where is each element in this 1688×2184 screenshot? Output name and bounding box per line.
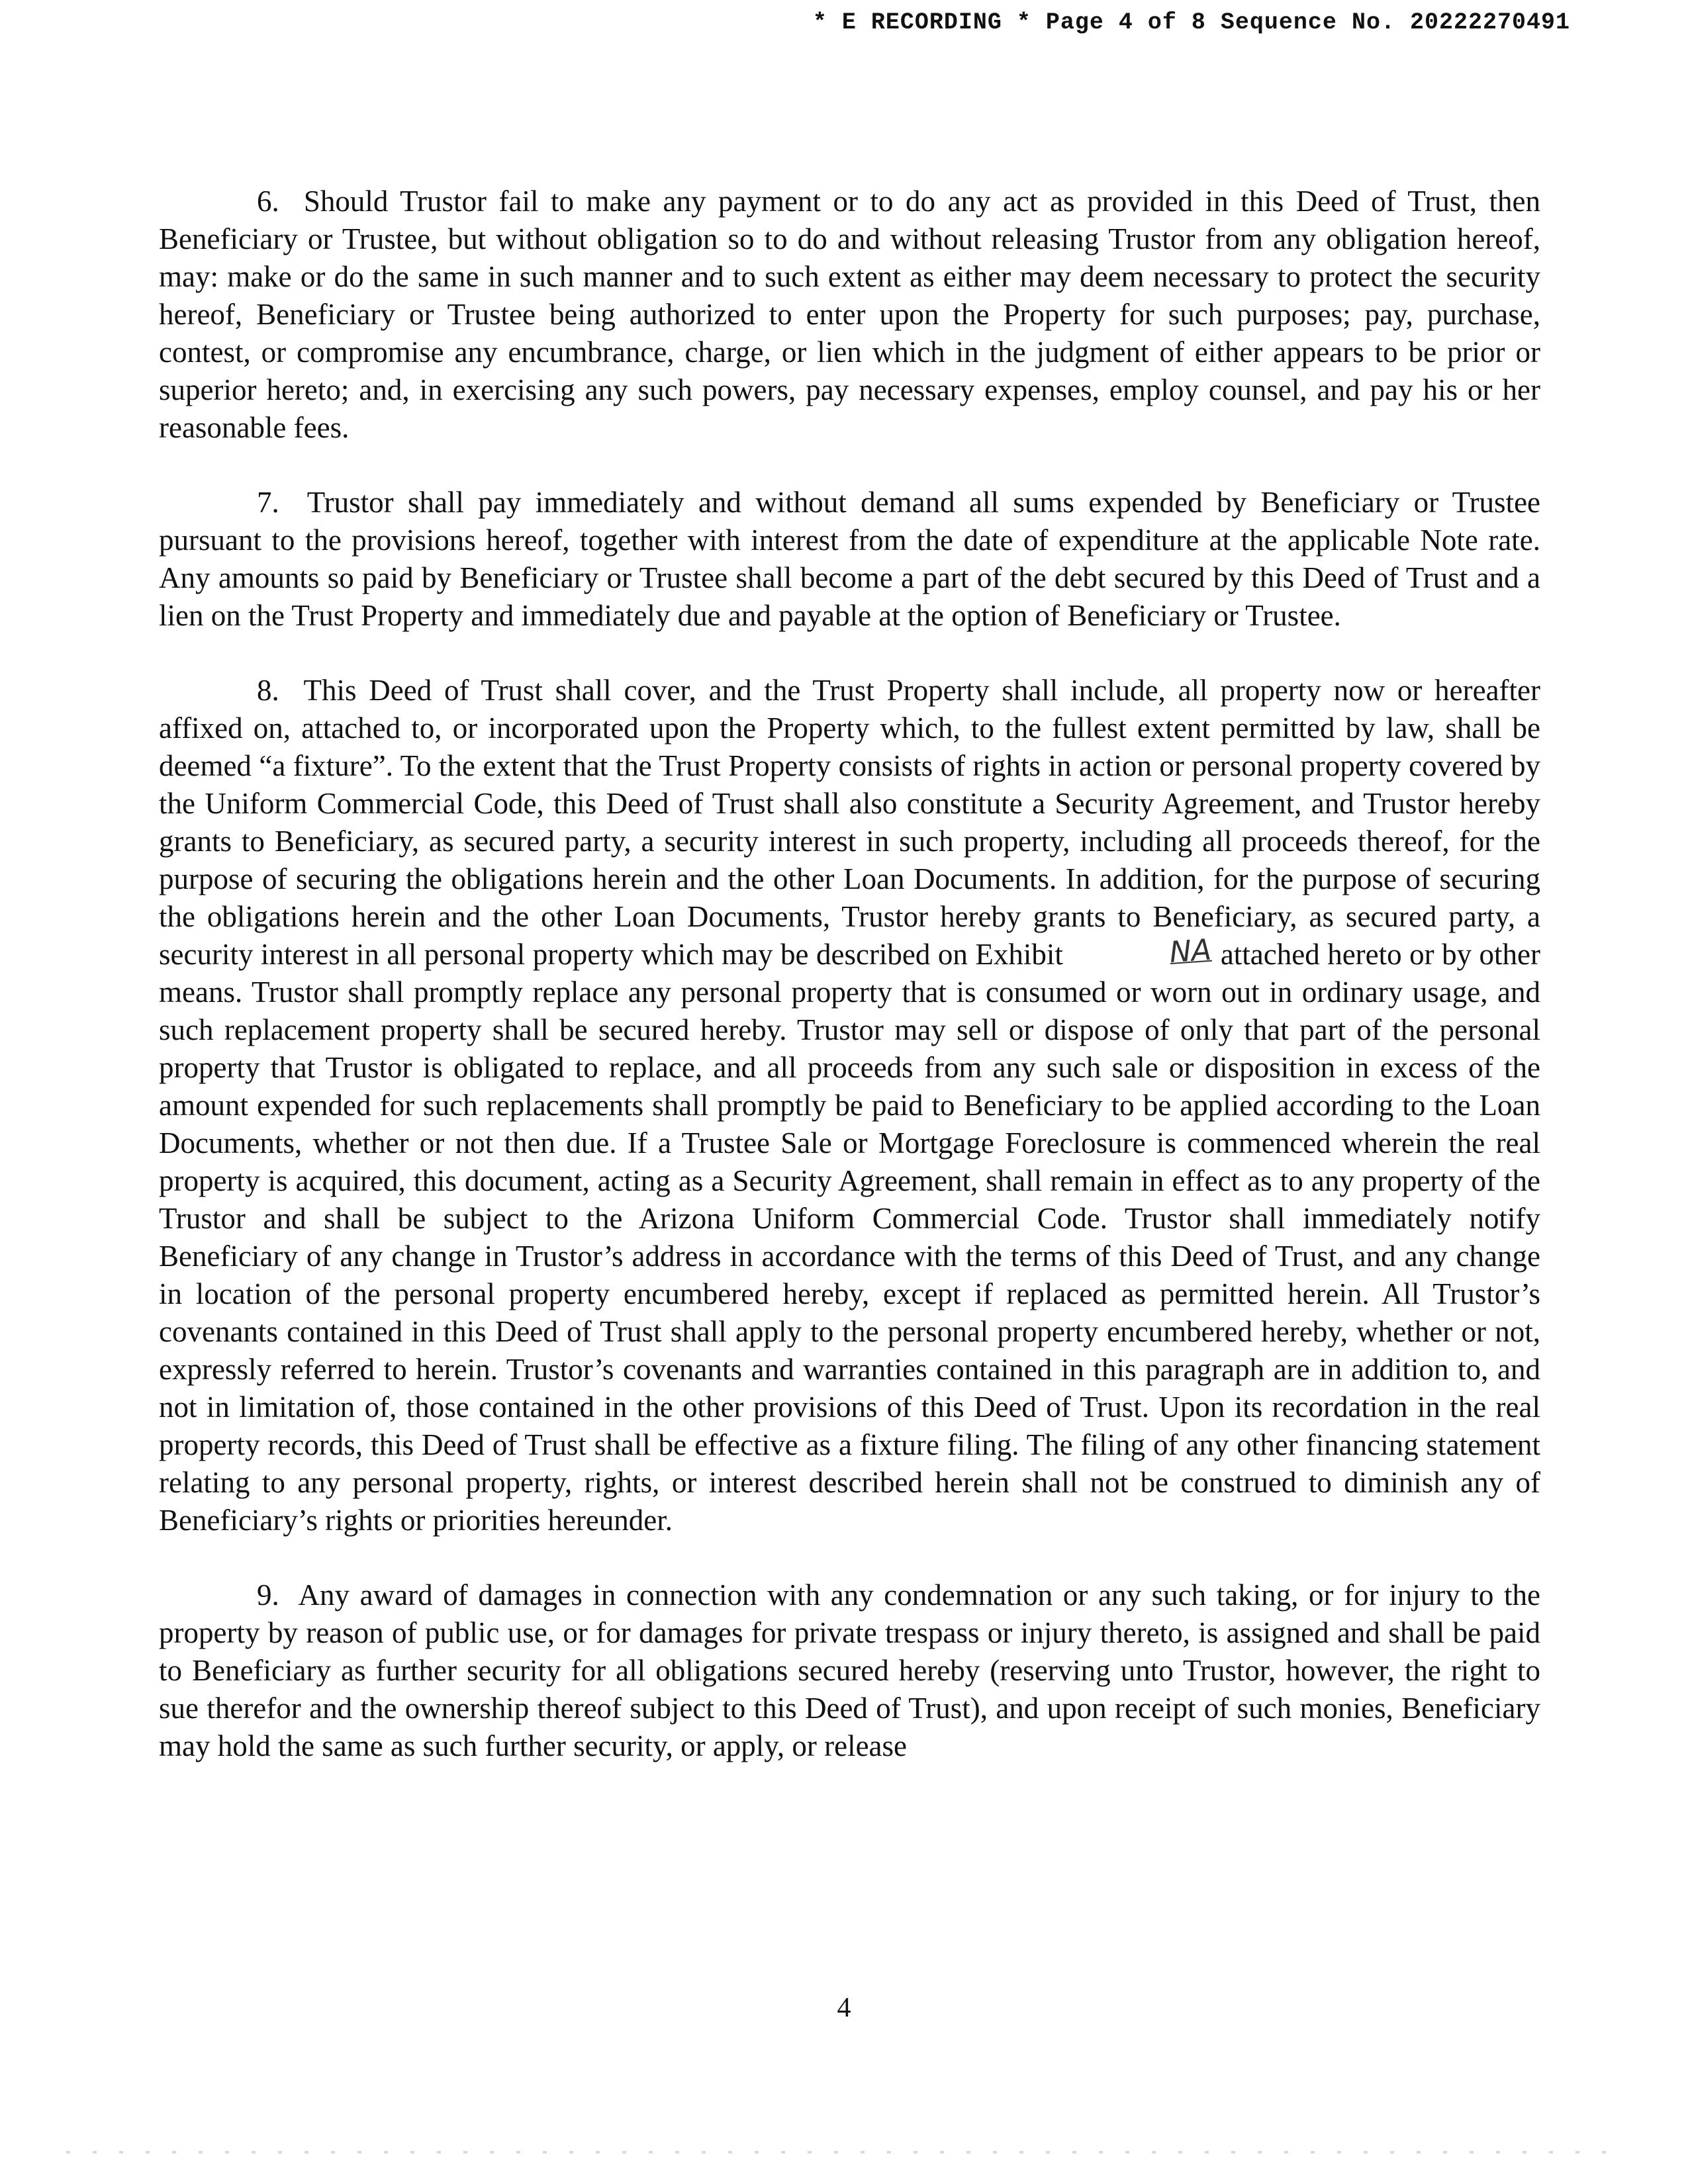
paragraph-text: Any award of damages in connection with any condemnation or any such taking, or for injury to the property by reason of public use, or for damages for private trespass or injury thereto, is assigned and shall be paid to Beneficiary as further security for all obligations secured hereby (reserving unto Trustor, however, the right to sue therefor and the ownership thereof subject to this Deed of Trust), and upon receipt of such monies, Beneficiary may hold the same as such further security, or apply, or release <box>159 1578 1540 1762</box>
document-body <box>159 183 1540 1802</box>
paragraph-number: 7. <box>257 486 279 519</box>
paragraph-7 <box>159 484 1540 635</box>
paragraph-text-after: attached hereto or by other means. Trustor shall promptly replace any personal property that is consumed or worn out in ordinary usage, and such replacement property shall be secured hereby. Trustor may sell or dispose of only that part of the personal property that Trustor is obligated to replace, and all proceeds from any such sale or disposition in excess of the amount expended for such replacements shall promptly be paid to Beneficiary to be applied according to the Loan Documents, whether or not then due. If a Trustee Sale or Mortgage Foreclosure is commenced wherein the real property is acquired, this document, acting as a Security Agreement, shall remain in effect as to any property of the Trustor and shall be subject to the Arizona Uniform Commercial Code. Trustor shall immediately notify Beneficiary of any change in Trustor’s address in accordance with the terms of this Deed of Trust, and any change in location of the personal property encumbered hereby, except if replaced as permitted herein. All Trustor’s covenants contained in this Deed of Trust shall apply to the personal property encumbered hereby, whether or not, expressly referred to herein. Trustor’s covenants and warranties contained in this paragraph are in addition to, and not in limitation of, those contained in the other provisions of this Deed of Trust. Upon its recordation in the real property records, this Deed of Trust shall be effective as a fixture filing. The filing of any other financing statement relating to any personal property, rights, or interest described herein shall not be construed to diminish any of Beneficiary’s rights or priorities hereunder. <box>159 938 1541 1537</box>
paragraph-number: 8. <box>257 674 279 707</box>
paragraph-9 <box>159 1576 1540 1765</box>
paragraph-number: 9. <box>257 1578 279 1612</box>
handwritten-exhibit-note: NA <box>1168 933 1213 970</box>
paragraph-text: Should Trustor fail to make any payment or to do any act as provided in this Deed of Trust, then Beneficiary or Trustee, but without obligation so to do and without releasing Trustor from any obligation hereof, may: make or do the same in such manner and to such extent as either may deem necessary to protect the security hereof, Beneficiary or Trustee being authorized to enter upon the Property for such purposes; pay, purchase, contest, or compromise any encumbrance, charge, or lien which in the judgment of either appears to be prior or superior hereto; and, in exercising any such powers, pay necessary expenses, employ counsel, and pay his or her reasonable fees. <box>159 185 1541 444</box>
paragraph-8 <box>159 672 1540 1539</box>
scan-artifact-line <box>66 2151 1622 2154</box>
paragraph-text-before: This Deed of Trust shall cover, and the Trust Property shall include, all property now or hereafter affixed on, attached to, or incorporated upon the Property which, to the fullest extent permitted by law, shall be deemed “a fixture”. To the extent that the Trust Property consists of rights in action or personal property covered by the Uniform Commercial Code, this Deed of Trust shall also constitute a Security Agreement, and Trustor hereby grants to Beneficiary, as secured party, a security interest in such property, including all proceeds thereof, for the purpose of securing the obligations herein and the other Loan Documents. In addition, for the purpose of securing the obligations herein and the other Loan Documents, Trustor hereby grants to Beneficiary, as secured party, a security interest in all personal property which may be described on Exhibit <box>159 674 1540 971</box>
paragraph-text: Trustor shall pay immediately and without demand all sums expended by Beneficiary or Trustee pursuant to the provisions hereof, together with interest from the date of expenditure at the applicable Note rate. Any amounts so paid by Beneficiary or Trustee shall become a part of the debt secured by this Deed of Trust and a lien on the Trust Property and immediately due and payable at the option of Beneficiary or Trustee. <box>159 486 1541 632</box>
recording-header: * E RECORDING * Page 4 of 8 Sequence No. 20222270491 <box>812 9 1570 36</box>
page-number: 4 <box>837 1993 851 2023</box>
paragraph-6 <box>159 183 1540 447</box>
paragraph-number: 6. <box>257 185 279 218</box>
